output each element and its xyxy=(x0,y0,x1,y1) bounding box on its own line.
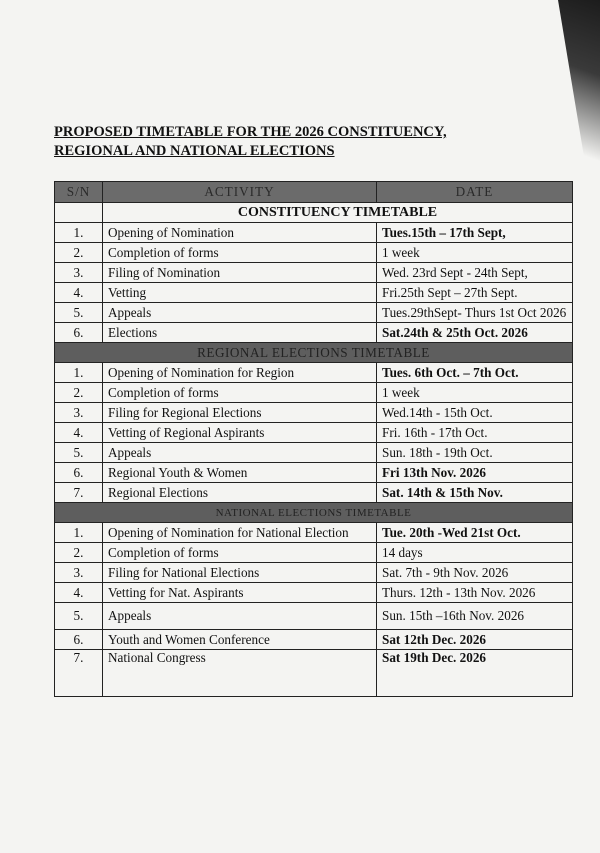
table-row xyxy=(55,263,573,283)
row-activity: Opening of Nomination for National Election xyxy=(103,523,377,543)
table-row xyxy=(55,583,573,603)
table-row xyxy=(55,303,573,323)
row-date: Thurs. 12th - 13th Nov. 2026 xyxy=(377,583,573,603)
row-activity: Appeals xyxy=(103,603,377,630)
row-sn: 2. xyxy=(55,383,103,403)
row-date: Sat. 7th - 9th Nov. 2026 xyxy=(377,563,573,583)
row-sn: 4. xyxy=(55,583,103,603)
row-date: Fri 13th Nov. 2026 xyxy=(377,463,573,483)
row-activity: Vetting xyxy=(103,283,377,303)
row-sn: 4. xyxy=(55,283,103,303)
table-row xyxy=(55,603,573,630)
row-activity: Completion of forms xyxy=(103,243,377,263)
row-date: Sun. 15th –16th Nov. 2026 xyxy=(377,603,573,630)
title-line-1: PROPOSED TIMETABLE FOR THE 2026 CONSTITUENCY, xyxy=(54,124,447,140)
row-sn: 7. xyxy=(55,650,103,697)
table-row xyxy=(55,463,573,483)
row-date: Wed.14th - 15th Oct. xyxy=(377,403,573,423)
row-sn: 2. xyxy=(55,243,103,263)
row-sn: 3. xyxy=(55,403,103,423)
row-activity: Vetting of Regional Aspirants xyxy=(103,423,377,443)
table-row xyxy=(55,443,573,463)
row-sn: 6. xyxy=(55,323,103,343)
row-activity: Appeals xyxy=(103,443,377,463)
row-sn: 4. xyxy=(55,423,103,443)
row-sn: 2. xyxy=(55,543,103,563)
row-activity: Opening of Nomination for Region xyxy=(103,363,377,383)
row-sn: 7. xyxy=(55,483,103,503)
header-activity: ACTIVITY xyxy=(103,182,377,203)
row-activity: Completion of forms xyxy=(103,543,377,563)
row-activity: Regional Youth & Women xyxy=(103,463,377,483)
row-date: Sat 19th Dec. 2026 xyxy=(377,650,573,697)
section-title: CONSTITUENCY TIMETABLE xyxy=(103,203,573,223)
row-sn: 5. xyxy=(55,303,103,323)
table-row xyxy=(55,283,573,303)
row-sn: 1. xyxy=(55,363,103,383)
table-row xyxy=(55,630,573,650)
row-activity: Youth and Women Conference xyxy=(103,630,377,650)
table-row xyxy=(55,483,573,503)
row-date: Sat.24th & 25th Oct. 2026 xyxy=(377,323,573,343)
table-row xyxy=(55,403,573,423)
row-date: Tue. 20th -Wed 21st Oct. xyxy=(377,523,573,543)
document-title xyxy=(54,123,524,161)
row-activity: Filing for National Elections xyxy=(103,563,377,583)
row-sn: 6. xyxy=(55,630,103,650)
table-row xyxy=(55,243,573,263)
row-sn: 3. xyxy=(55,263,103,283)
row-sn: 6. xyxy=(55,463,103,483)
table-row xyxy=(55,563,573,583)
row-date: Tues.29thSept- Thurs 1st Oct 2026 xyxy=(377,303,573,323)
row-date: Wed. 23rd Sept - 24th Sept, xyxy=(377,263,573,283)
timetable-table xyxy=(54,181,573,697)
title-line-2: REGIONAL AND NATIONAL ELECTIONS xyxy=(54,143,335,159)
section-heading-constituency xyxy=(55,203,573,223)
row-activity: National Congress xyxy=(103,650,377,697)
row-activity: Filing of Nomination xyxy=(103,263,377,283)
row-activity: Appeals xyxy=(103,303,377,323)
row-sn: 3. xyxy=(55,563,103,583)
row-sn: 5. xyxy=(55,443,103,463)
row-activity: Vetting for Nat. Aspirants xyxy=(103,583,377,603)
header-row xyxy=(55,182,573,203)
table-row xyxy=(55,543,573,563)
section-title: REGIONAL ELECTIONS TIMETABLE xyxy=(55,343,573,363)
table-row xyxy=(55,650,573,697)
page-corner-shadow xyxy=(530,0,600,190)
section-heading-national xyxy=(55,503,573,523)
table-row xyxy=(55,363,573,383)
row-sn: 1. xyxy=(55,223,103,243)
header-date: DATE xyxy=(377,182,573,203)
section-heading-regional xyxy=(55,343,573,363)
row-date: Tues. 6th Oct. – 7th Oct. xyxy=(377,363,573,383)
row-activity: Opening of Nomination xyxy=(103,223,377,243)
row-date: 1 week xyxy=(377,243,573,263)
row-activity: Elections xyxy=(103,323,377,343)
row-date: Sat. 14th & 15th Nov. xyxy=(377,483,573,503)
row-date: Sun. 18th - 19th Oct. xyxy=(377,443,573,463)
row-date: Fri. 16th - 17th Oct. xyxy=(377,423,573,443)
row-sn: 1. xyxy=(55,523,103,543)
table-row xyxy=(55,523,573,543)
header-sn: S/N xyxy=(55,182,103,203)
row-activity: Completion of forms xyxy=(103,383,377,403)
row-activity: Filing for Regional Elections xyxy=(103,403,377,423)
row-activity: Regional Elections xyxy=(103,483,377,503)
table-row xyxy=(55,383,573,403)
table-row xyxy=(55,323,573,343)
table-row xyxy=(55,423,573,443)
row-sn: 5. xyxy=(55,603,103,630)
row-date: 14 days xyxy=(377,543,573,563)
table-row xyxy=(55,223,573,243)
row-date: 1 week xyxy=(377,383,573,403)
row-date: Tues.15th – 17th Sept, xyxy=(377,223,573,243)
row-date: Fri.25th Sept – 27th Sept. xyxy=(377,283,573,303)
row-date: Sat 12th Dec. 2026 xyxy=(377,630,573,650)
section-title: NATIONAL ELECTIONS TIMETABLE xyxy=(55,503,573,523)
